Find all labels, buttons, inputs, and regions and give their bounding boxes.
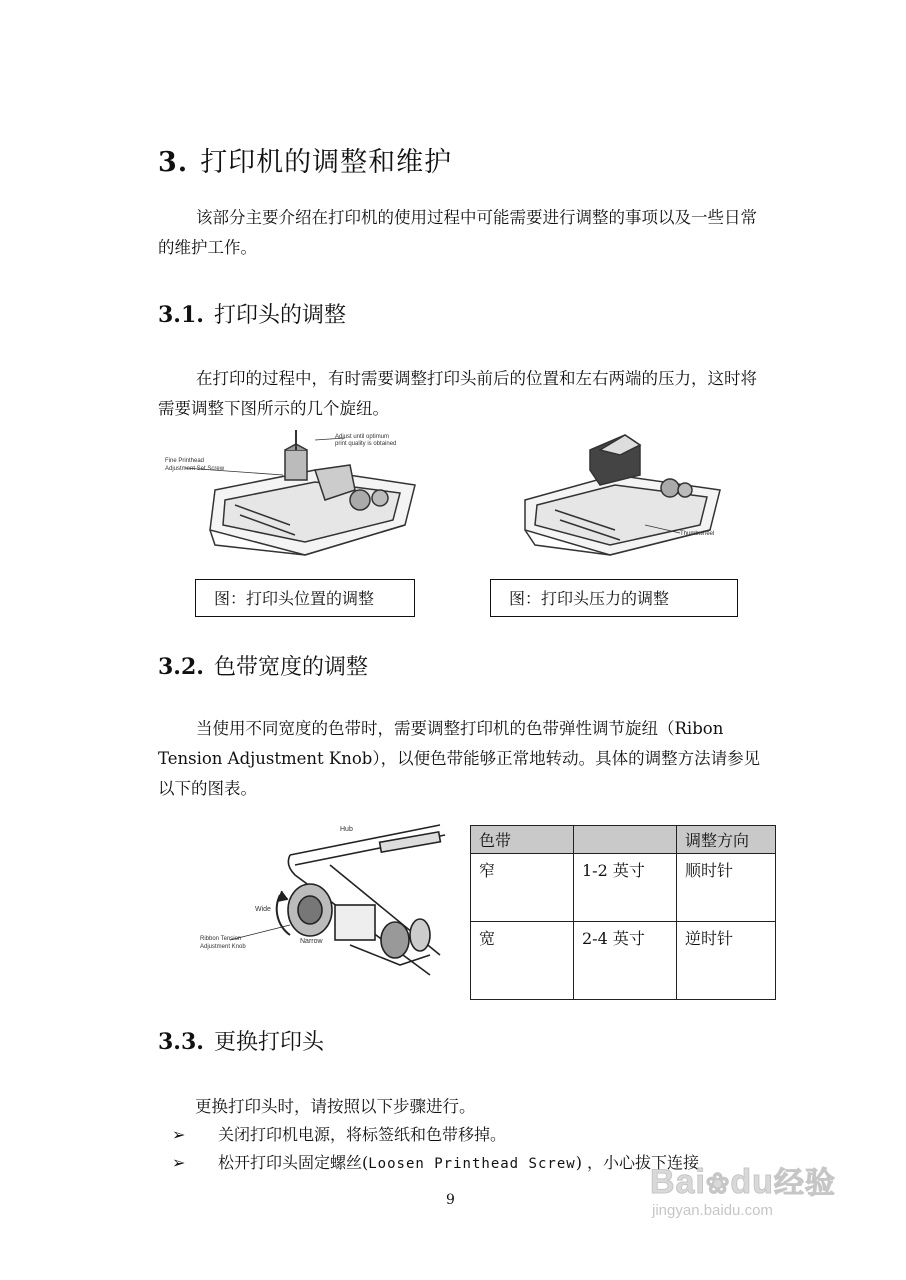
caption-printhead-position: 图：打印头位置的调整 [195, 579, 415, 617]
bullet-arrow-icon: ➢ [172, 1153, 186, 1172]
svg-text:Narrow: Narrow [300, 938, 323, 945]
svg-text:print quality is obtained: print quality is obtained [335, 441, 397, 447]
ribbon-tension-knob-figure [200, 815, 450, 985]
section-number: 3. [158, 147, 189, 178]
list-item-text-en: Loosen Printhead Screw [368, 1156, 576, 1172]
bullet-arrow-icon: ➢ [172, 1125, 186, 1144]
printhead-position-figure [165, 430, 435, 560]
printhead-pressure-figure [515, 430, 765, 560]
table-cell: 1-2 英寸 [574, 854, 677, 922]
table-cell: 窄 [471, 854, 574, 922]
watermark-cn: 经验 [773, 1167, 836, 1200]
section-title: 色带宽度的调整 [213, 655, 368, 680]
paragraph-3-3: 更换打印头时，请按照以下步骤进行。 [195, 1097, 476, 1116]
svg-text:Ribbon Tension: Ribbon Tension [200, 936, 242, 942]
page-number: 9 [446, 1192, 455, 1208]
svg-text:Wide: Wide [255, 906, 271, 913]
watermark-brand-2: du [730, 1163, 774, 1201]
section-title: 打印头的调整 [213, 303, 346, 328]
table-cell: 宽 [471, 922, 574, 1000]
section-3-heading [158, 140, 452, 179]
section-title: 更换打印头 [213, 1030, 324, 1055]
svg-text:Fine Printhead: Fine Printhead [165, 458, 205, 464]
baidu-jingyan-watermark [650, 1158, 836, 1219]
paragraph-3-2: 当使用不同宽度的色带时，需要调整打印机的色带弹性调节旋纽（Ribon Tension Adjustment Knob），以便色带能够正常地转动。具体的调整方法请参见以下的图表。 [158, 719, 761, 798]
table-header-cell: 色带 [471, 826, 574, 854]
list-item-text: 松开打印头固定螺丝( [218, 1153, 369, 1172]
ribbon-adjustment-table [470, 825, 776, 1000]
svg-text:Adjustment Set Screw: Adjustment Set Screw [165, 466, 225, 472]
section-title: 打印机的调整和维护 [200, 147, 453, 178]
section-number: 3.1. [158, 302, 204, 328]
paragraph-3-1: 在打印的过程中，有时需要调整打印头前后的位置和左右两端的压力，这时将需要调整下图所示的几个旋纽。 [158, 369, 757, 418]
table-header-cell [574, 826, 677, 854]
svg-text:Thumbwheel: Thumbwheel [680, 531, 715, 537]
table-header-cell: 调整方向 [677, 826, 776, 854]
table-cell: 逆时针 [677, 922, 776, 1000]
svg-text:Adjust until optimum: Adjust until optimum [335, 434, 390, 440]
section-number: 3.3. [158, 1029, 204, 1055]
table-cell: 顺时针 [677, 854, 776, 922]
caption-printhead-pressure: 图：打印头压力的调整 [490, 579, 738, 617]
section-3-3-heading [158, 1025, 324, 1056]
watermark-url: jingyan.baidu.com [652, 1202, 773, 1219]
list-item-text: 关闭打印机电源，将标签纸和色带移掉。 [218, 1125, 507, 1144]
watermark-brand: Bai [650, 1163, 706, 1201]
table-row [471, 922, 776, 1000]
svg-text:Hub: Hub [340, 826, 353, 833]
list-item [172, 1150, 699, 1173]
list-item-text-tail: ) ，小心拔下连接 [575, 1153, 700, 1172]
table-cell: 2-4 英寸 [574, 922, 677, 1000]
section-3-1-heading [158, 298, 346, 329]
section-number: 3.2. [158, 654, 204, 680]
section-3-2-heading [158, 650, 368, 681]
svg-text:Adjustment Knob: Adjustment Knob [200, 944, 246, 950]
table-header-row [471, 826, 776, 854]
table-row [471, 854, 776, 922]
intro-paragraph: 该部分主要介绍在打印机的使用过程中可能需要进行调整的事项以及一些日常的维护工作。 [158, 208, 757, 257]
paw-icon: ❀ [705, 1168, 731, 1199]
list-item [172, 1122, 506, 1145]
